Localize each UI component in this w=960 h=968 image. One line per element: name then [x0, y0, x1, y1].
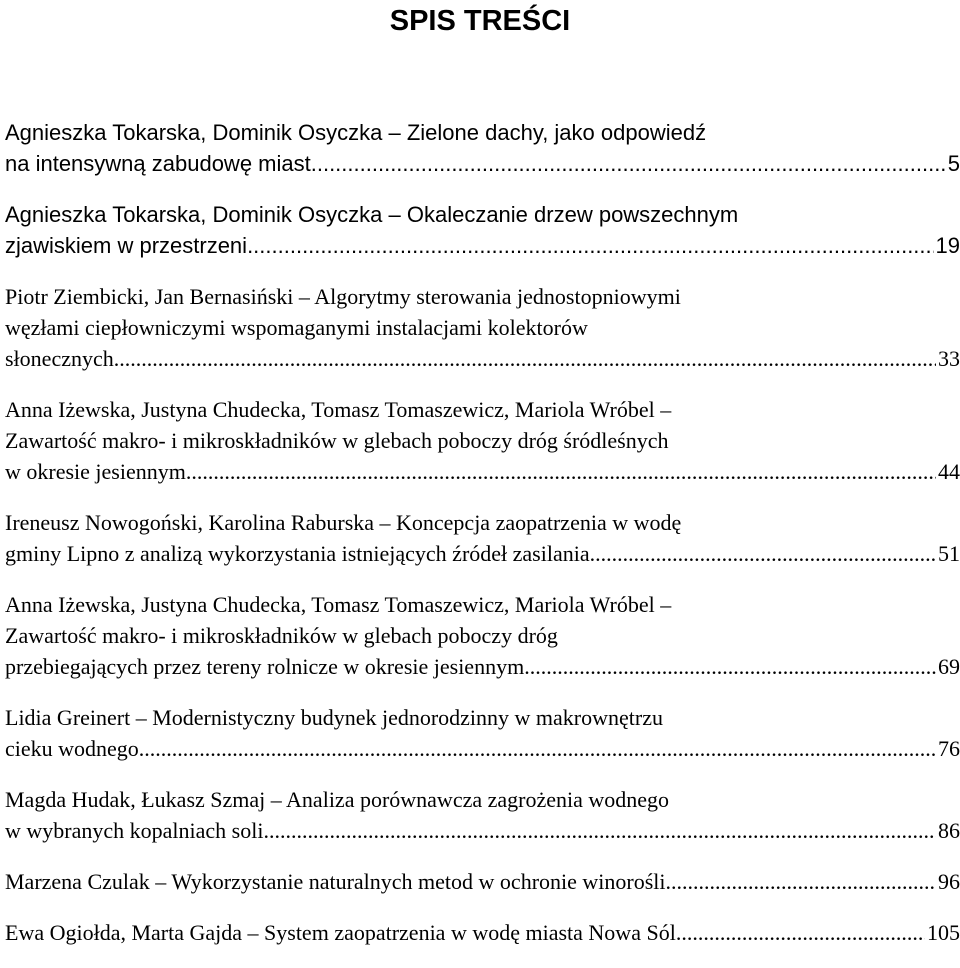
toc-entry-final-line: [5, 148, 960, 179]
page-number: 86: [938, 818, 960, 843]
dot-leader: [676, 917, 925, 948]
toc-entry-line: Zawartość makro- i mikroskładników w glebach poboczy dróg śródleśnych: [5, 428, 669, 453]
toc-entry-title-end: słonecznych: [5, 346, 114, 371]
page-number: 5: [947, 151, 960, 176]
dot-leader: [247, 230, 933, 261]
toc-entry-final-line: [5, 456, 960, 487]
toc-entry-final-line: [5, 651, 960, 682]
toc-entry-line: Agnieszka Tokarska, Dominik Osyczka – Okaleczanie drzew powszechnym: [5, 202, 739, 227]
page-number: 76: [938, 736, 960, 761]
dot-leader: [311, 148, 946, 179]
toc-entry[interactable]: [5, 117, 960, 179]
toc-entry[interactable]: [5, 917, 960, 948]
page-number: 51: [938, 541, 960, 566]
toc-entry-line: Zawartość makro- i mikroskładników w glebach poboczy dróg: [5, 623, 558, 648]
toc-entry[interactable]: [5, 784, 960, 846]
toc-entry-final-line: [5, 230, 960, 261]
toc-entry[interactable]: [5, 281, 960, 374]
page-number: 33: [938, 346, 960, 371]
toc-entry-final-line: [5, 733, 960, 764]
toc-entry[interactable]: [5, 199, 960, 261]
toc-entry-line: Lidia Greinert – Modernistyczny budynek jednorodzinny w makrownętrzu: [5, 705, 663, 730]
toc-entry-title-end: w okresie jesiennym: [5, 459, 186, 484]
toc-entry-final-line: [5, 343, 960, 374]
toc-entry-final-line: [5, 538, 960, 569]
toc-entry-line: węzłami ciepłowniczymi wspomaganymi instalacjami kolektorów: [5, 315, 588, 340]
toc-entry-line: Ireneusz Nowogoński, Karolina Raburska – Koncepcja zaopatrzenia w wodę: [5, 510, 682, 535]
dot-leader: [590, 538, 936, 569]
toc-entry[interactable]: [5, 866, 960, 897]
page-number: 105: [927, 920, 960, 945]
toc-entry-title-end: Marzena Czulak – Wykorzystanie naturalnych metod w ochronie winorośli: [5, 869, 666, 894]
toc-entry-line: Piotr Ziembicki, Jan Bernasiński – Algorytmy sterowania jednostopniowymi: [5, 284, 681, 309]
table-of-contents: [5, 117, 960, 968]
toc-entry-final-line: [5, 866, 960, 897]
page-number: 19: [935, 233, 960, 258]
page-number: 44: [938, 459, 960, 484]
toc-entry-final-line: [5, 917, 960, 948]
toc-entry-title-end: na intensywną zabudowę miast: [5, 151, 311, 176]
dot-leader: [524, 651, 936, 682]
toc-entry-line: Anna Iżewska, Justyna Chudecka, Tomasz Tomaszewicz, Mariola Wróbel –: [5, 592, 672, 617]
toc-entry[interactable]: [5, 394, 960, 487]
toc-entry-title-end: cieku wodnego: [5, 736, 139, 761]
toc-entry-line: Magda Hudak, Łukasz Szmaj – Analiza porównawcza zagrożenia wodnego: [5, 787, 670, 812]
toc-entry[interactable]: [5, 507, 960, 569]
toc-entry[interactable]: [5, 702, 960, 764]
page-title: SPIS TREŚCI: [389, 5, 571, 37]
toc-entry-final-line: [5, 815, 960, 846]
toc-entry-line: Anna Iżewska, Justyna Chudecka, Tomasz Tomaszewicz, Mariola Wróbel –: [5, 397, 672, 422]
toc-entry-title-end: Ewa Ogiołda, Marta Gajda – System zaopatrzenia w wodę miasta Nowa Sól: [5, 920, 676, 945]
page-number: 69: [938, 654, 960, 679]
dot-leader: [114, 343, 936, 374]
toc-entry-title-end: zjawiskiem w przestrzeni: [5, 233, 248, 258]
dot-leader: [186, 456, 936, 487]
toc-entry-title-end: w wybranych kopalniach soli: [5, 818, 264, 843]
dot-leader: [139, 733, 936, 764]
toc-entry-title-end: przebiegających przez tereny rolnicze w okresie jesiennym: [5, 654, 525, 679]
toc-entry-title-end: gminy Lipno z analizą wykorzystania istniejących źródeł zasilania: [5, 541, 590, 566]
dot-leader: [263, 815, 936, 846]
toc-entry-line: Agnieszka Tokarska, Dominik Osyczka – Zielone dachy, jako odpowiedź: [5, 120, 707, 145]
toc-entry[interactable]: [5, 589, 960, 682]
dot-leader: [666, 866, 936, 897]
page-number: 96: [938, 869, 960, 894]
